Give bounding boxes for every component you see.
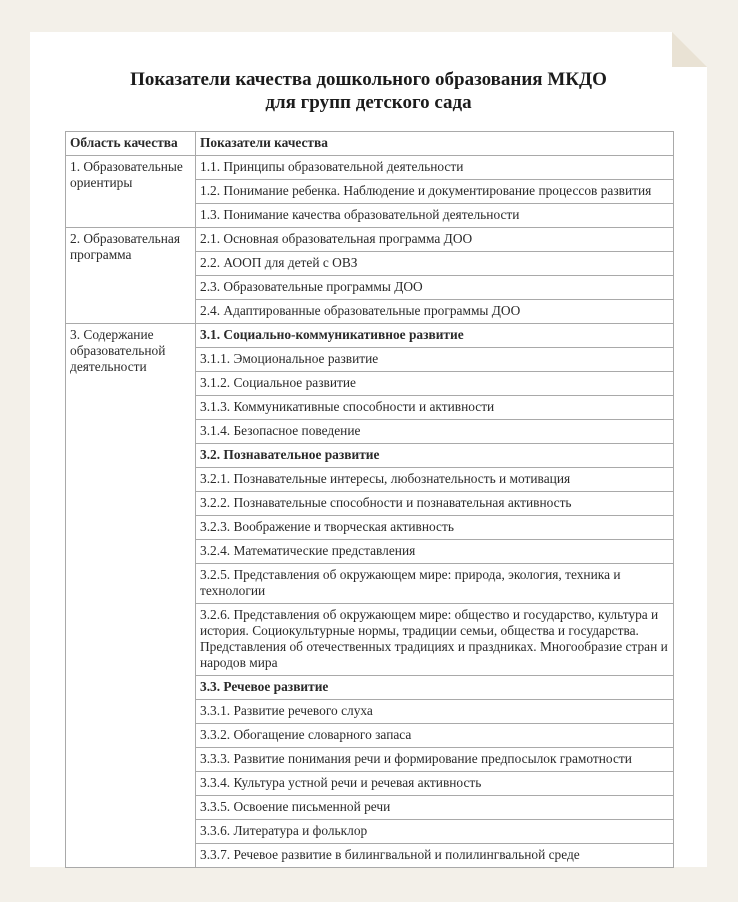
- indicator-cell: 2.2. АООП для детей с ОВЗ: [196, 252, 674, 276]
- table-row: [66, 156, 674, 180]
- indicator-cell: 2.4. Адаптированные образовательные программы ДОО: [196, 300, 674, 324]
- indicator-cell: 3.3.2. Обогащение словарного запаса: [196, 724, 674, 748]
- indicator-group-heading: 3.3. Речевое развитие: [196, 676, 674, 700]
- quality-area-cell: 3. Содержание образовательной деятельности: [66, 324, 196, 868]
- table-row: [66, 324, 674, 348]
- indicator-cell: 3.3.7. Речевое развитие в билингвальной и полилингвальной среде: [196, 844, 674, 868]
- document-title: [30, 68, 707, 114]
- indicator-group-heading: 3.1. Социально-коммуникативное развитие: [196, 324, 674, 348]
- fold-shadow: [672, 32, 707, 67]
- indicator-cell: 3.1.4. Безопасное поведение: [196, 420, 674, 444]
- indicator-cell: 3.1.1. Эмоциональное развитие: [196, 348, 674, 372]
- indicator-cell: 3.2.1. Познавательные интересы, любознательность и мотивация: [196, 468, 674, 492]
- indicator-cell: 3.3.1. Развитие речевого слуха: [196, 700, 674, 724]
- table-header-row: [66, 132, 674, 156]
- indicator-cell: 1.1. Принципы образовательной деятельности: [196, 156, 674, 180]
- indicator-cell: 3.2.5. Представления об окружающем мире: природа, экология, техника и технологии: [196, 564, 674, 604]
- page-folded-corner: [672, 32, 707, 67]
- quality-area-cell: 2. Образовательная программа: [66, 228, 196, 324]
- indicator-cell: 3.3.6. Литература и фольклор: [196, 820, 674, 844]
- document-page: [30, 32, 707, 867]
- indicator-cell: 3.3.5. Освоение письменной речи: [196, 796, 674, 820]
- title-line-2: для групп детского сада: [265, 92, 472, 113]
- indicator-group-heading: 3.2. Познавательное развитие: [196, 444, 674, 468]
- indicator-cell: 3.1.3. Коммуникативные способности и активности: [196, 396, 674, 420]
- indicator-cell: 3.2.4. Математические представления: [196, 540, 674, 564]
- indicator-cell: 3.1.2. Социальное развитие: [196, 372, 674, 396]
- indicator-cell: 3.2.6. Представления об окружающем мире: общество и государство, культура и история. Социокультурные нормы, традиции семьи, общества и государства. Представления об отечественных традициях и праздниках. Многообразие стран и народов мира: [196, 604, 674, 676]
- indicator-cell: 2.1. Основная образовательная программа ДОО: [196, 228, 674, 252]
- title-line-1: Показатели качества дошкольного образования МКДО: [130, 69, 607, 90]
- indicator-cell: 2.3. Образовательные программы ДОО: [196, 276, 674, 300]
- indicator-cell: 3.3.3. Развитие понимания речи и формирование предпосылок грамотности: [196, 748, 674, 772]
- table-body: [66, 156, 674, 868]
- table-row: [66, 228, 674, 252]
- indicator-cell: 3.2.3. Воображение и творческая активность: [196, 516, 674, 540]
- indicator-cell: 3.2.2. Познавательные способности и познавательная активность: [196, 492, 674, 516]
- header-indicators: Показатели качества: [196, 132, 674, 156]
- indicator-cell: 3.3.4. Культура устной речи и речевая активность: [196, 772, 674, 796]
- header-area: Область качества: [66, 132, 196, 156]
- indicator-cell: 1.3. Понимание качества образовательной деятельности: [196, 204, 674, 228]
- quality-area-cell: 1. Образовательные ориентиры: [66, 156, 196, 228]
- quality-indicators-table: [65, 131, 674, 868]
- indicator-cell: 1.2. Понимание ребенка. Наблюдение и документирование процессов развития: [196, 180, 674, 204]
